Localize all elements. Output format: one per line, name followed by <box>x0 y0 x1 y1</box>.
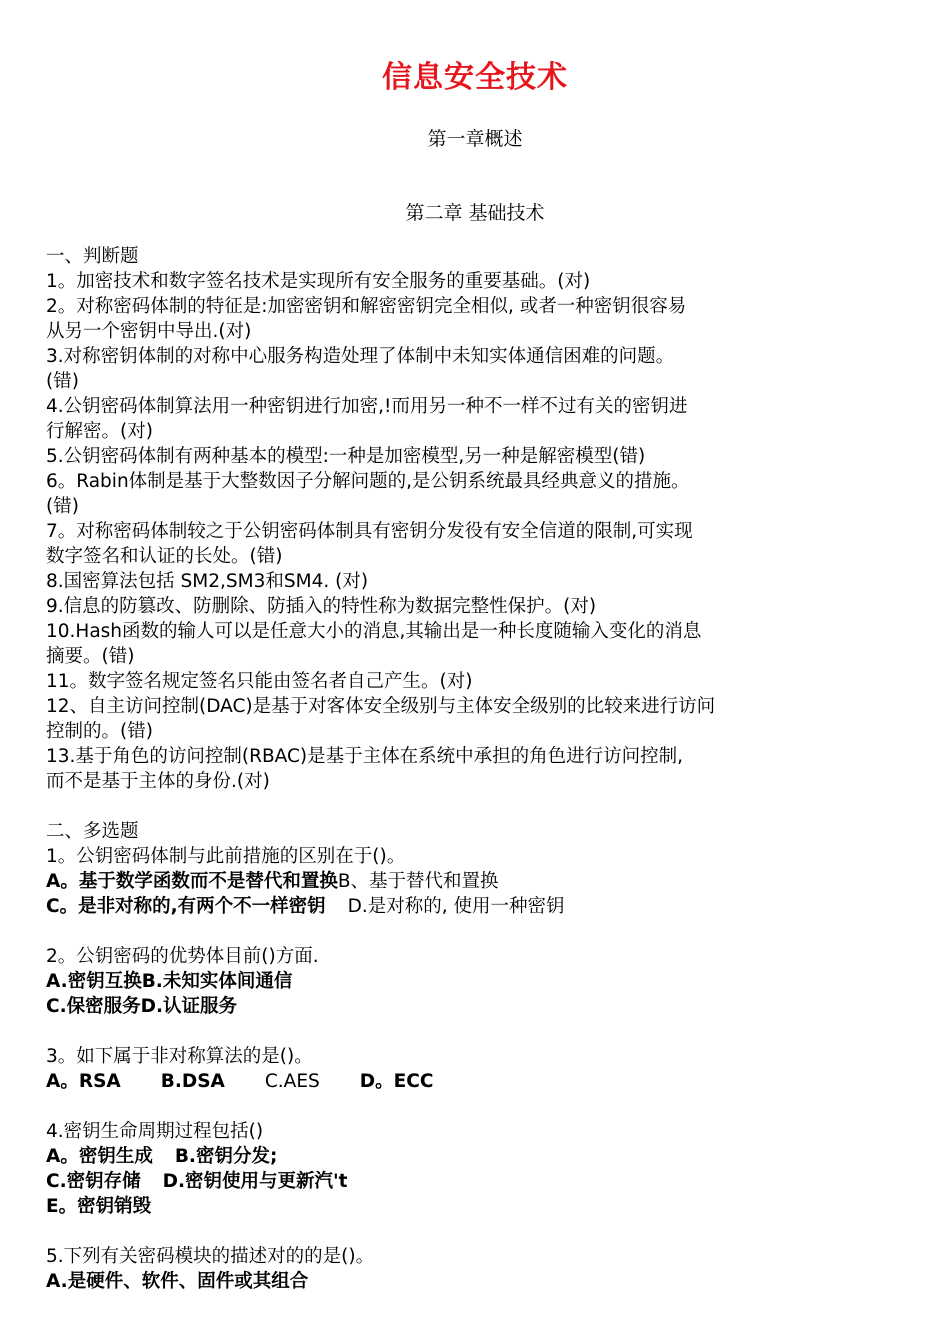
judgment-line: 从另一个密钥中导出.(对) <box>46 321 252 342</box>
judgment-line: 行解密。(对) <box>46 421 153 442</box>
judgment-list <box>46 269 908 794</box>
document-title: 信息安全技术 <box>382 60 568 95</box>
judgment-line: 摘要。(错) <box>46 646 135 667</box>
question-4-option-e: E。密钥销毁 <box>46 1196 152 1217</box>
option-d: D.是对称的, 使用一种密钥 <box>347 896 565 917</box>
judgment-line: 3.对称密钥体制的对称中心服务构造处理了体制中未知实体通信困难的问题。 <box>46 346 675 367</box>
chapter-1-heading: 第一章概述 <box>427 128 523 150</box>
question-5: 5.下列有关密码模块的描述对的的是()。 <box>46 1246 375 1267</box>
judgment-line: 2。对称密码体制的特征是:加密密钥和解密密钥完全相似, 或者一种密钥很容易 <box>46 296 687 317</box>
judgment-heading: 一、判断题 <box>46 246 139 267</box>
judgment-line: 9.信息的防篡改、防删除、防插入的特性称为数据完整性保护。(对) <box>46 596 597 617</box>
question-4-options-cd <box>46 1169 908 1194</box>
question-1-options-ab <box>46 869 908 894</box>
judgment-line: 4.公钥密码体制算法用一种密钥进行加密,!而用另一种不一样不过有关的密钥进 <box>46 396 688 417</box>
option-d: D.密钥使用与更新汽't <box>162 1171 348 1192</box>
question-2: 2。公钥密码的优势体目前()方面. <box>46 946 319 967</box>
option-b: B、基于替代和置换 <box>337 871 499 892</box>
judgment-line: 控制的。(错) <box>46 721 153 742</box>
judgment-line: 5.公钥密码体制有两种基本的模型:一种是加密模型,另一种是解密模型(错) <box>46 446 646 467</box>
judgment-line: 8.国密算法包括 SM2,SM3和SM4. (对) <box>46 571 369 592</box>
chapter-2-heading: 第二章 基础技术 <box>405 202 545 224</box>
judgment-line: 12、自主访问控制(DAC)是基于对客体安全级别与主体安全级别的比较来进行访问 <box>46 696 716 717</box>
question-2-options-ab: A.密钥互换B.未知实体间通信 <box>46 971 293 992</box>
judgment-line: 6。Rabin体制是基于大整数因子分解问题的,是公钥系统最具经典意义的措施。 <box>46 471 690 492</box>
option-a: A。密钥生成 <box>46 1146 153 1167</box>
option-c: C.AES <box>264 1071 320 1092</box>
judgment-line: 11。数字签名规定签名只能由签名者自己产生。(对) <box>46 671 473 692</box>
judgment-line: 7。对称密码体制较之于公钥密码体制具有密钥分发役有安全信道的限制,可实现 <box>46 521 693 542</box>
option-a: A。RSA <box>46 1071 121 1092</box>
question-2-options-cd: C.保密服务D.认证服务 <box>46 996 237 1017</box>
document-body <box>46 244 908 1294</box>
judgment-line: 1。加密技术和数字签名技术是实现所有安全服务的重要基础。(对) <box>46 271 591 292</box>
question-1-options-cd <box>46 894 908 919</box>
option-b: B.DSA <box>160 1071 225 1092</box>
option-c: C.密钥存储 <box>46 1171 141 1192</box>
question-3-options <box>46 1069 908 1094</box>
option-b: B.密钥分发; <box>174 1146 278 1167</box>
option-d: D。ECC <box>359 1071 434 1092</box>
question-5-option-a: A.是硬件、软件、固件或其组合 <box>46 1271 309 1292</box>
question-4: 4.密钥生命周期过程包括() <box>46 1121 264 1142</box>
question-1: 1。公钥密码体制与此前措施的区别在于()。 <box>46 846 406 867</box>
judgment-line: (错) <box>46 371 79 392</box>
judgment-line: (错) <box>46 496 79 517</box>
option-c: C。是非对称的,有两个不一样密钥 <box>46 896 326 917</box>
option-a: A。基于数学函数而不是替代和置换 <box>46 871 338 892</box>
multi-choice-heading: 二、多选题 <box>46 821 139 842</box>
judgment-line: 13.基于角色的访问控制(RBAC)是基于主体在系统中承担的角色进行访问控制, <box>46 746 684 767</box>
question-3: 3。如下属于非对称算法的是()。 <box>46 1046 313 1067</box>
judgment-line: 而不是基于主体的身份.(对) <box>46 771 270 792</box>
question-4-options-ab <box>46 1144 908 1169</box>
judgment-line: 数字签名和认证的长处。(错) <box>46 546 283 567</box>
judgment-line: 10.Hash函数的输人可以是任意大小的消息,其输出是一种长度随输入变化的消息 <box>46 621 702 642</box>
